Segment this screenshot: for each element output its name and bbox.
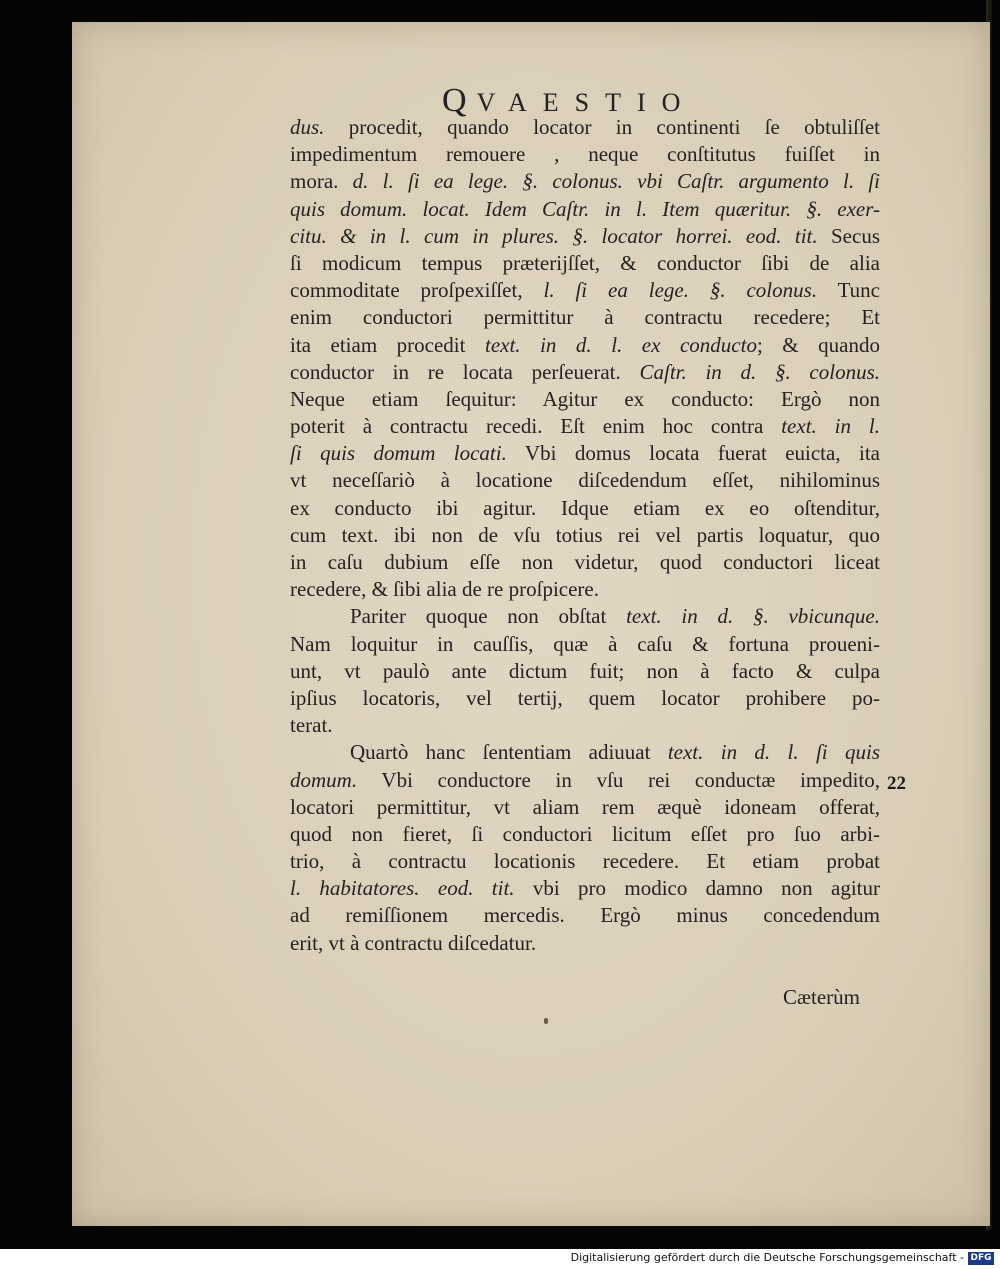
- text-line: conductor in re locata perſeuerat. Caſtr. in d. §. colonus.: [290, 359, 881, 384]
- text-line: ſi modicum tempus præterijſſet, & conductor ſibi de alia: [290, 250, 880, 275]
- text-line: poterit à contractu recedi. Eſt enim hoc contra text. in l.: [290, 414, 880, 439]
- text-line: recedere, & ſibi alia de re proſpicere.: [290, 577, 599, 602]
- text-line: ſi quis domum locati. Vbi domus locata fuerat euicta, ita: [290, 441, 880, 466]
- text-line: ipſius locatoris, vel tertij, quem locator prohibere po-: [290, 685, 880, 710]
- text-line: quod non fieret, ſi conductori licitum eſſet pro ſuo arbi-: [290, 821, 880, 846]
- text-line: l. habitatores. eod. tit. vbi pro modico damno non agitur: [290, 876, 880, 901]
- text-line: commoditate proſpexiſſet, l. ſi ea lege. §. colonus. Tunc: [290, 278, 880, 303]
- text-line: quis domum. locat. Idem Caſtr. in l. Item quæritur. §. exer-: [290, 196, 880, 221]
- text-line: impedimentum remouere , neque conſtitutus fuiſſet in: [290, 142, 880, 167]
- running-title-rest: VAESTIO: [476, 88, 697, 117]
- text-line: Quartò hanc ſententiam adiuuat text. in d. l. ſi quis: [350, 740, 881, 765]
- text-line: in caſu dubium eſſe non videtur, quod conductori liceat: [290, 550, 880, 574]
- text-line: ad remiſſionem mercedis. Ergò minus concedendum: [290, 903, 880, 928]
- text-line: Neque etiam ſequitur: Agitur ex conducto: Ergò non: [290, 386, 880, 411]
- text-line: mora. d. l. ſi ea lege. §. colonus. vbi Caſtr. argumento l. ſi: [290, 169, 880, 194]
- paper-speck: [544, 1018, 548, 1024]
- text-line: vt neceſſariò à locatione diſcedendum eſſet, nihilominus: [290, 468, 880, 493]
- text-line: ita etiam procedit text. in d. l. ex conducto; & quando: [290, 332, 880, 357]
- text-line: dus. procedit, quando locator in continenti ſe obtuliſſet: [290, 115, 880, 139]
- text-line: Nam loquitur in cauſſis, quæ à caſu & fortuna proueni-: [290, 631, 880, 656]
- footer-credit: Digitalisierung gefördert durch die Deutsche Forschungsgemeinschaft -: [570, 1251, 964, 1264]
- running-title-initial: Q: [442, 82, 477, 119]
- text-line: citu. & in l. cum in plures. §. locator horrei. eod. tit. Secus: [290, 223, 880, 248]
- text-line: enim conductori permittitur à contractu recedere; Et: [290, 305, 880, 330]
- text-line: trio, à contractu locationis recedere. Et etiam probat: [290, 849, 880, 874]
- text-line: terat.: [290, 713, 333, 738]
- text-line: ex conducto ibi agitur. Idque etiam ex eo oſtenditur,: [290, 495, 880, 520]
- text-line: erit, vt à contractu diſcedatur.: [290, 930, 537, 955]
- catchword: Cæterùm: [783, 985, 860, 1009]
- text-line: locatori permittitur, vt aliam rem æquè idoneam offerat,: [290, 794, 880, 819]
- digitization-footer: [0, 1249, 1000, 1269]
- margin-note-number: 22: [887, 773, 906, 794]
- body-text: [290, 114, 880, 957]
- text-line: cum text. ibi non de vſu totius rei vel partis loquatur, quo: [290, 522, 880, 547]
- text-line: unt, vt paulò ante dictum fuit; non à facto & culpa: [290, 658, 880, 683]
- dfg-logo: DFG: [968, 1252, 994, 1265]
- text-line: Pariter quoque non obſtat text. in d. §. vbicunque.: [350, 604, 880, 629]
- text-line: domum. Vbi conductore in vſu rei conductæ impedito,: [290, 767, 880, 792]
